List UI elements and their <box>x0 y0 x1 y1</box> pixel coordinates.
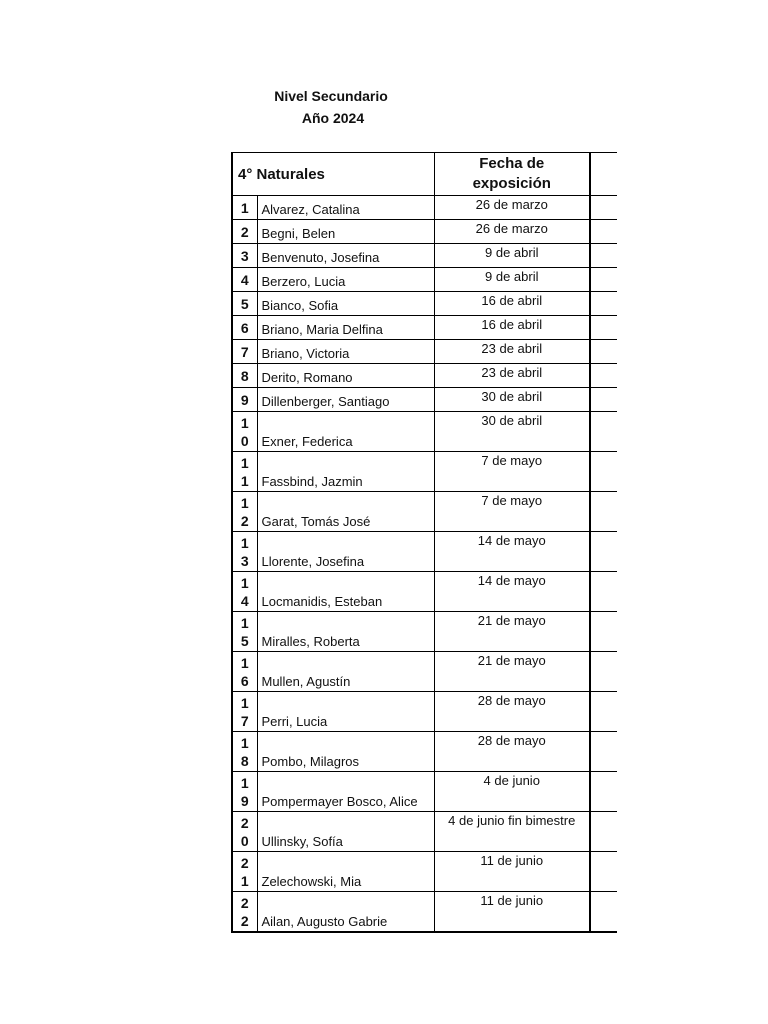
empty-cell <box>590 196 617 220</box>
row-number: 1 6 <box>232 652 257 692</box>
row-number: 2 <box>232 220 257 244</box>
empty-cell <box>590 612 617 652</box>
table-row <box>232 364 617 388</box>
exposition-date: 26 de marzo <box>434 196 590 220</box>
table-row <box>232 268 617 292</box>
student-name: Berzero, Lucia <box>257 268 434 292</box>
row-number: 1 <box>232 196 257 220</box>
date-column-header: Fecha de exposición <box>434 153 590 196</box>
row-number: 1 1 <box>232 452 257 492</box>
table-row <box>232 772 617 812</box>
table-row <box>232 852 617 892</box>
student-name: Locmanidis, Esteban <box>257 572 434 612</box>
table-row <box>232 316 617 340</box>
empty-cell <box>590 268 617 292</box>
student-name: Alvarez, Catalina <box>257 196 434 220</box>
exposition-date: 7 de mayo <box>434 452 590 492</box>
row-number: 1 7 <box>232 692 257 732</box>
table-row <box>232 612 617 652</box>
student-name: Llorente, Josefina <box>257 532 434 572</box>
exposition-date: 4 de junio <box>434 772 590 812</box>
exposition-date: 23 de abril <box>434 364 590 388</box>
exposition-date: 14 de mayo <box>434 572 590 612</box>
student-name: Pompermayer Bosco, Alice <box>257 772 434 812</box>
student-name: Exner, Federica <box>257 412 434 452</box>
level-heading: Nivel Secundario <box>274 88 388 104</box>
empty-cell <box>590 732 617 772</box>
row-number: 7 <box>232 340 257 364</box>
table-row <box>232 812 617 852</box>
student-name: Fassbind, Jazmin <box>257 452 434 492</box>
table-row <box>232 732 617 772</box>
empty-cell <box>590 812 617 852</box>
student-name: Mullen, Agustín <box>257 652 434 692</box>
table-header-row <box>232 153 617 196</box>
table-row <box>232 492 617 532</box>
exposition-date: 9 de abril <box>434 268 590 292</box>
student-name: Bianco, Sofia <box>257 292 434 316</box>
exposition-date: 28 de mayo <box>434 692 590 732</box>
empty-column-header <box>590 153 617 196</box>
row-number: 1 8 <box>232 732 257 772</box>
empty-cell <box>590 412 617 452</box>
student-name: Benvenuto, Josefina <box>257 244 434 268</box>
table-row <box>232 532 617 572</box>
table-row <box>232 892 617 933</box>
student-name: Derito, Romano <box>257 364 434 388</box>
student-name: Pombo, Milagros <box>257 732 434 772</box>
row-number: 1 2 <box>232 492 257 532</box>
row-number: 1 0 <box>232 412 257 452</box>
exposition-date: 23 de abril <box>434 340 590 364</box>
exposition-date: 26 de marzo <box>434 220 590 244</box>
row-number: 2 1 <box>232 852 257 892</box>
row-number: 2 0 <box>232 812 257 852</box>
row-number: 6 <box>232 316 257 340</box>
row-number: 1 4 <box>232 572 257 612</box>
student-name: Ailan, Augusto Gabrie <box>257 892 434 933</box>
exposition-date: 7 de mayo <box>434 492 590 532</box>
empty-cell <box>590 892 617 933</box>
exposition-date: 28 de mayo <box>434 732 590 772</box>
row-number: 1 9 <box>232 772 257 812</box>
table-row <box>232 692 617 732</box>
student-name: Ullinsky, Sofía <box>257 812 434 852</box>
empty-cell <box>590 772 617 812</box>
exposition-date: 16 de abril <box>434 292 590 316</box>
row-number: 8 <box>232 364 257 388</box>
exposition-date: 11 de junio <box>434 892 590 933</box>
exposition-date: 14 de mayo <box>434 532 590 572</box>
row-number: 1 5 <box>232 612 257 652</box>
row-number: 1 3 <box>232 532 257 572</box>
table-row <box>232 196 617 220</box>
exposition-date: 11 de junio <box>434 852 590 892</box>
empty-cell <box>590 452 617 492</box>
table-row <box>232 452 617 492</box>
empty-cell <box>590 692 617 732</box>
table-row <box>232 220 617 244</box>
row-number: 2 2 <box>232 892 257 933</box>
empty-cell <box>590 652 617 692</box>
empty-cell <box>590 388 617 412</box>
exposition-date: 21 de mayo <box>434 612 590 652</box>
table-row <box>232 340 617 364</box>
empty-cell <box>590 244 617 268</box>
empty-cell <box>590 340 617 364</box>
table-row <box>232 244 617 268</box>
empty-cell <box>590 292 617 316</box>
exposition-date: 30 de abril <box>434 412 590 452</box>
empty-cell <box>590 220 617 244</box>
empty-cell <box>590 492 617 532</box>
exposition-date: 16 de abril <box>434 316 590 340</box>
table-row <box>232 412 617 452</box>
exposition-date: 9 de abril <box>434 244 590 268</box>
table-row <box>232 388 617 412</box>
student-name: Begni, Belen <box>257 220 434 244</box>
student-name: Miralles, Roberta <box>257 612 434 652</box>
student-name: Zelechowski, Mia <box>257 852 434 892</box>
row-number: 4 <box>232 268 257 292</box>
empty-cell <box>590 364 617 388</box>
empty-cell <box>590 316 617 340</box>
empty-cell <box>590 572 617 612</box>
row-number: 5 <box>232 292 257 316</box>
empty-cell <box>590 532 617 572</box>
row-number: 9 <box>232 388 257 412</box>
student-name: Perri, Lucia <box>257 692 434 732</box>
exposition-date: 4 de junio fin bimestre <box>434 812 590 852</box>
exposition-date: 21 de mayo <box>434 652 590 692</box>
table-row <box>232 652 617 692</box>
student-name: Briano, Maria Delfina <box>257 316 434 340</box>
student-name: Dillenberger, Santiago <box>257 388 434 412</box>
row-number: 3 <box>232 244 257 268</box>
student-name: Garat, Tomás José <box>257 492 434 532</box>
schedule-table <box>231 152 617 933</box>
student-name: Briano, Victoria <box>257 340 434 364</box>
exposition-date: 30 de abril <box>434 388 590 412</box>
empty-cell <box>590 852 617 892</box>
class-title: 4° Naturales <box>232 153 434 196</box>
table-row <box>232 572 617 612</box>
year-heading: Año 2024 <box>301 110 365 126</box>
table-row <box>232 292 617 316</box>
